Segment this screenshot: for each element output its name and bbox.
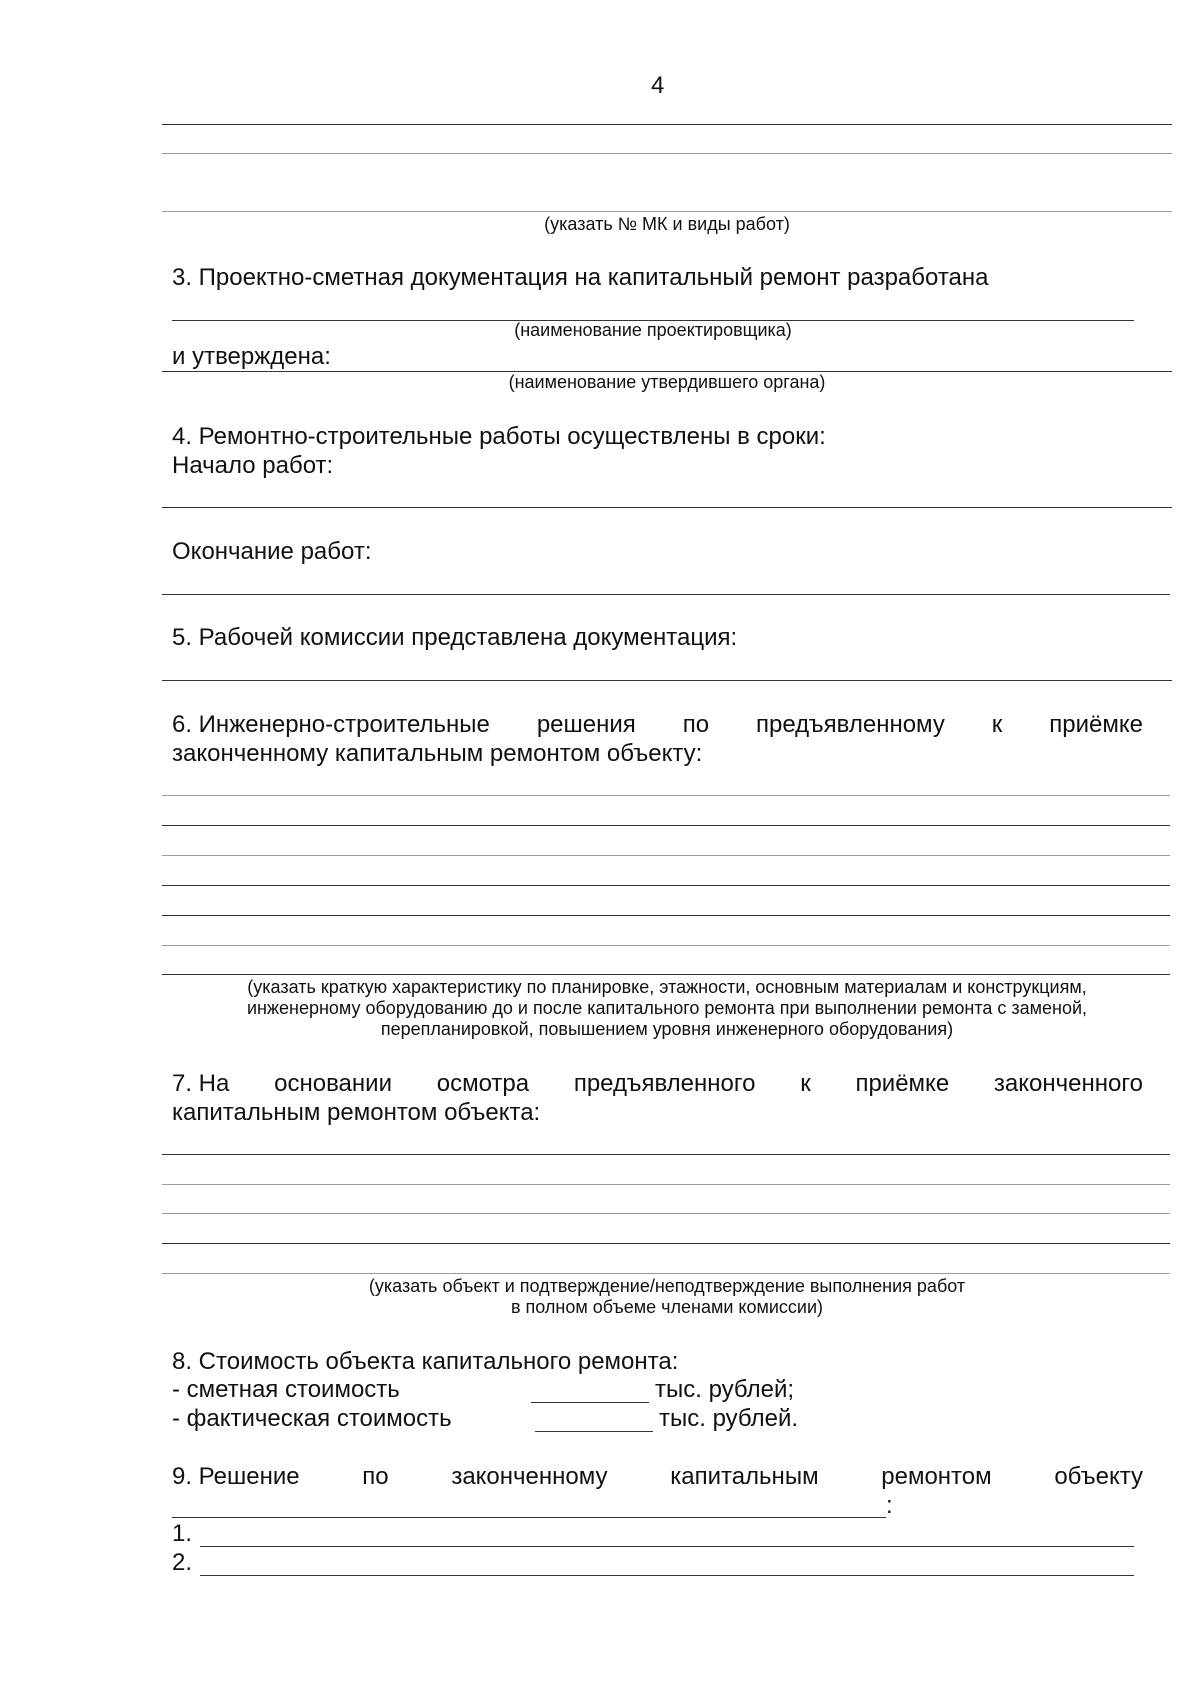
decision-item-2-line[interactable]: [200, 1575, 1134, 1576]
decision-item-2-number: 2.: [172, 1549, 193, 1576]
approved-label: и утверждена:: [172, 343, 331, 370]
s7-fill-line-2[interactable]: [162, 1184, 1170, 1185]
s7-word: к: [800, 1070, 811, 1097]
decision-item-1-number: 1.: [172, 1520, 193, 1547]
s6-caption-line-2: инженерному оборудованию до и после капитального ремонта при выполнении ремонта с заменой,: [246, 998, 1088, 1018]
s6-fill-line-6[interactable]: [162, 945, 1170, 946]
start-label: Начало работ:: [172, 452, 334, 479]
section7-line1: [172, 1070, 1143, 1098]
section6-line1: [172, 711, 1143, 739]
documentation-line[interactable]: [162, 680, 1172, 681]
s7-word: основании: [274, 1070, 392, 1097]
estimated-cost-unit: тыс. рублей;: [655, 1376, 795, 1403]
mk-works-line-1[interactable]: [162, 124, 1172, 125]
s7-word: приёмке: [855, 1070, 950, 1097]
s7-word: осмотра: [436, 1070, 530, 1097]
s6-word: по: [682, 711, 710, 738]
mk-works-caption: (указать № МК и виды работ): [544, 214, 790, 234]
s7-word: 7. На: [172, 1070, 230, 1097]
section6-line2: законченному капитальным ремонтом объекту:: [172, 740, 703, 767]
s6-word: к: [991, 711, 1003, 738]
section7-line2: капитальным ремонтом объекта:: [172, 1099, 541, 1126]
s6-word: 6. Инженерно-строительные: [172, 711, 490, 738]
section8-heading: 8. Стоимость объекта капитального ремонта:: [172, 1348, 679, 1375]
s7-word: законченного: [993, 1070, 1143, 1097]
decision-item-1-line[interactable]: [200, 1546, 1134, 1547]
s7-word: предъявленного: [573, 1070, 756, 1097]
section5-heading: 5. Рабочей комиссии представлена документация:: [172, 624, 738, 651]
actual-cost-unit: тыс. рублей.: [659, 1405, 799, 1432]
s6-fill-line-1[interactable]: [162, 795, 1170, 796]
s6-fill-line-3[interactable]: [162, 855, 1170, 856]
s7-fill-line-4[interactable]: [162, 1243, 1170, 1244]
actual-cost-field[interactable]: [535, 1431, 653, 1432]
s6-word: приёмке: [1049, 711, 1143, 738]
s9-word: по: [362, 1463, 389, 1490]
s9-word: 9. Решение: [172, 1463, 300, 1490]
actual-cost-label: - фактическая стоимость: [172, 1405, 452, 1432]
start-date-line[interactable]: [162, 507, 1172, 508]
estimated-cost-label: - сметная стоимость: [172, 1376, 400, 1403]
approver-caption: (наименование утвердившего органа): [508, 372, 826, 392]
s9-word: капитальным: [670, 1463, 819, 1490]
mk-works-line-2[interactable]: [162, 153, 1172, 154]
designer-caption: (наименование проектировщика): [514, 320, 792, 340]
s6-fill-line-7[interactable]: [162, 974, 1170, 975]
s7-caption-line-2: в полном объеме членами комиссии): [510, 1297, 824, 1317]
decision-object-line[interactable]: [172, 1517, 886, 1518]
s7-fill-line-5[interactable]: [162, 1273, 1170, 1274]
mk-works-line-3[interactable]: [162, 211, 1172, 212]
s6-fill-line-2[interactable]: [162, 825, 1170, 826]
s9-word: ремонтом: [881, 1463, 992, 1490]
end-label: Окончание работ:: [172, 538, 372, 565]
s7-fill-line-3[interactable]: [162, 1213, 1170, 1214]
estimated-cost-field[interactable]: [531, 1402, 649, 1403]
section9-line1: [172, 1463, 1143, 1491]
s6-fill-line-5[interactable]: [162, 915, 1170, 916]
section4-heading: 4. Ремонтно-строительные работы осуществлены в сроки:: [172, 423, 826, 450]
s6-caption-line-1: (указать краткую характеристику по планировке, этажности, основным материалам и конструкциям,: [247, 977, 1087, 997]
s6-word: решения: [536, 711, 636, 738]
section3-heading: 3. Проектно-сметная документация на капитальный ремонт разработана: [172, 264, 989, 291]
end-date-line[interactable]: [162, 594, 1170, 595]
s9-word: законченному: [451, 1463, 608, 1490]
s9-word: объекту: [1054, 1463, 1143, 1490]
s7-caption-line-1: (указать объект и подтверждение/неподтверждение выполнения работ: [368, 1276, 966, 1296]
page-number: 4: [651, 72, 665, 99]
s6-caption-line-3: перепланировкой, повышением уровня инженерного оборудования): [380, 1019, 954, 1039]
s6-word: предъявленному: [756, 711, 945, 738]
decision-colon: :: [886, 1492, 893, 1519]
s6-fill-line-4[interactable]: [162, 885, 1170, 886]
s7-fill-line-1[interactable]: [162, 1154, 1170, 1155]
